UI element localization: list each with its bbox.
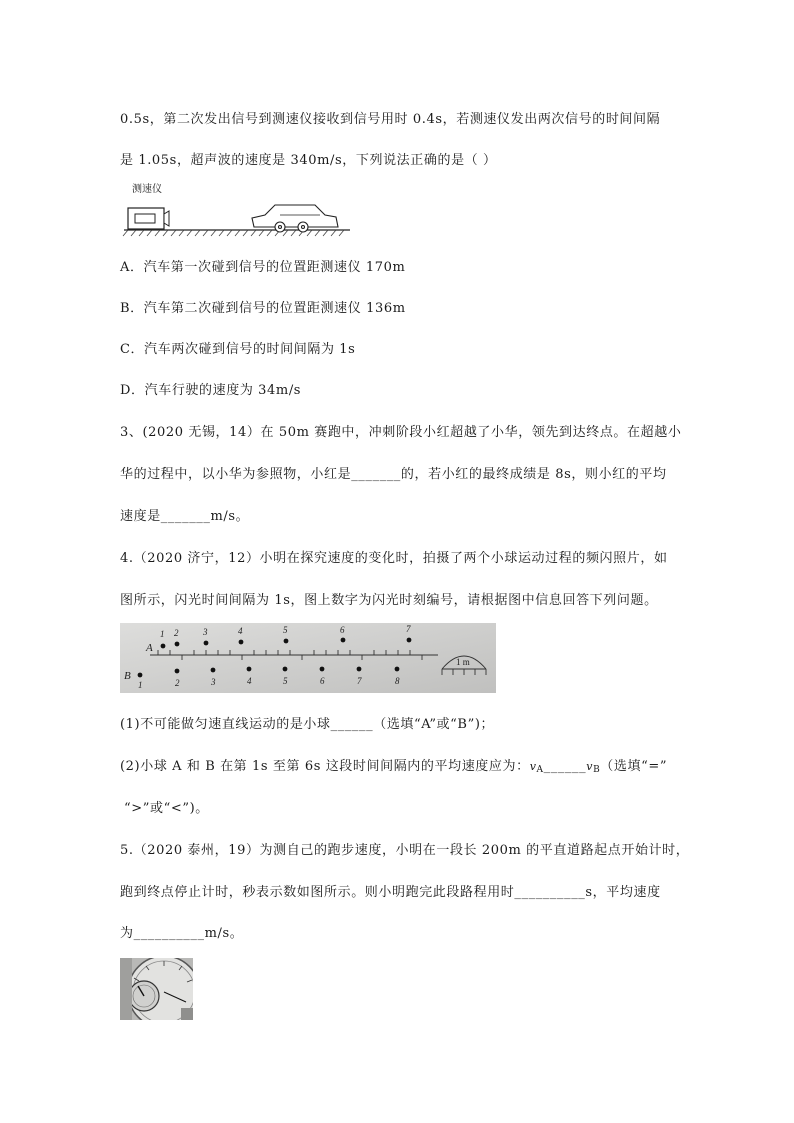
q2-option-d: D．汽车行驶的速度为 34m/s	[120, 383, 302, 398]
ball-b-dot	[138, 673, 143, 678]
ball-b-number: 1	[138, 680, 143, 690]
q5-line-1: 5.（2020 泰州，19）为测自己的跑步速度，小明在一段长 200m 的平直道路起点开始计时，	[120, 843, 690, 858]
q3-line-2: 华的过程中，以小华为参照物，小红是_______的，若小红的最终成绩是 8s，则小红的平均	[120, 467, 667, 482]
q4-sub-1: (1)不可能做匀速直线运动的是小球______（选填“A”或“B”)；	[120, 717, 495, 732]
q4-sub-2-choice: （选填“=”	[600, 759, 668, 774]
q5-line-2: 跑到终点停止计时，秒表示数如图所示。则小明跑完此段路程用时__________s，平均速度	[120, 885, 661, 900]
ball-b-number: 5	[283, 676, 288, 686]
ball-b-dot	[247, 667, 252, 672]
ball-a-dot	[341, 638, 346, 643]
ball-b-number: 7	[357, 676, 362, 686]
q4-line-2: 图所示，闪光时间间隔为 1s，图上数字为闪光时刻编号，请根据图中信息回答下列问题。	[120, 593, 658, 608]
q2-option-b: B．汽车第二次碰到信号的位置距测速仪 136m	[120, 301, 406, 316]
car-icon	[252, 205, 338, 232]
ball-a-number: 5	[283, 625, 288, 635]
ball-a-dot	[175, 642, 180, 647]
ball-a-number: 4	[238, 626, 243, 636]
q4-line-1: 4.（2020 济宁，12）小明在探究速度的变化时，拍摄了两个小球运动过程的频闪照片，如	[120, 551, 668, 566]
ball-b-number: 2	[175, 678, 180, 688]
ball-b-label: B	[124, 670, 131, 682]
q3-line-1: 3、(2020 无锡，14）在 50m 赛跑中，冲刺阶段小红超越了小华，领先到达终点。在超越小	[120, 425, 682, 440]
q4-sub-2-line-2: “>”或“<”)。	[124, 801, 209, 816]
ball-b-dot	[211, 668, 216, 673]
stopwatch-photo	[120, 958, 193, 1020]
speed-meter-device	[128, 208, 169, 229]
q2-option-c: C．汽车两次碰到信号的时间间隔为 1s	[120, 342, 356, 357]
q2-line-1: 0.5s，第二次发出信号到测速仪接收到信号用时 0.4s，若测速仪发出两次信号的时间间隔	[120, 112, 661, 127]
ball-a-dot	[161, 644, 166, 649]
ball-a-number: 2	[174, 628, 179, 638]
ball-a-dot	[407, 638, 412, 643]
ball-a-dot	[284, 639, 289, 644]
q4-sub-2-text: (2)小球 A 和 B 在第 1s 至第 6s 这段时间间隔内的平均速度应为：	[120, 759, 530, 774]
ball-a-dot	[239, 640, 244, 645]
ball-a-number: 3	[203, 627, 208, 637]
ball-b-dot	[320, 667, 325, 672]
v-symbol: v	[586, 760, 594, 773]
scale-label: 1 m	[456, 657, 470, 667]
speed-meter-label: 测速仪	[132, 184, 162, 195]
ball-b-dot	[175, 669, 180, 674]
ball-b-number: 4	[247, 676, 252, 686]
ball-b-number: 3	[211, 677, 216, 687]
q2-option-a: A．汽车第一次碰到信号的位置距测速仪 170m	[120, 260, 406, 275]
ball-a-number: 7	[406, 624, 411, 634]
q3-line-3: 速度是_______m/s。	[120, 509, 250, 524]
ball-a-dot	[204, 641, 209, 646]
v-sub-b: B	[593, 765, 601, 775]
speed-meter-figure	[120, 180, 360, 240]
ball-b-number: 6	[320, 676, 325, 686]
ball-b-number: 8	[395, 676, 400, 686]
ball-b-dot	[283, 667, 288, 672]
ball-a-number: 6	[340, 625, 345, 635]
answer-blank: ______	[543, 759, 587, 774]
ball-b-dot	[357, 667, 362, 672]
q2-line-2: 是 1.05s，超声波的速度是 340m/s，下列说法正确的是（ ）	[120, 153, 497, 168]
v-symbol: v	[529, 760, 537, 773]
q5-line-3: 为__________m/s。	[120, 926, 244, 941]
ball-a-number: 1	[160, 629, 165, 639]
ball-b-dot	[395, 667, 400, 672]
ball-a-label: A	[146, 642, 153, 654]
q4-sub-2	[120, 755, 667, 775]
strobe-photo-figure	[120, 623, 496, 693]
v-sub-a: A	[536, 765, 544, 775]
